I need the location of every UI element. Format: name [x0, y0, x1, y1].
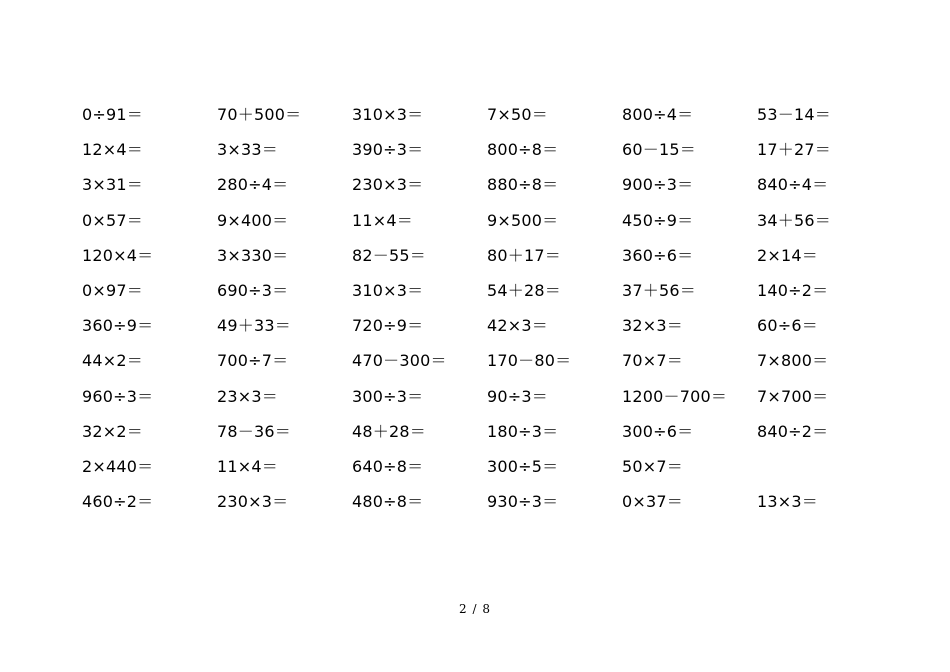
- problem-cell: 1200－700＝: [622, 386, 728, 406]
- problem-cell: 140÷2＝: [757, 280, 829, 300]
- problem-cell: 880÷8＝: [487, 175, 559, 195]
- problem-row: [82, 98, 902, 133]
- problem-cell: 310×3＝: [352, 280, 424, 300]
- problem-cell: 3×31＝: [82, 175, 143, 195]
- problem-cell: 0×37＝: [622, 492, 683, 512]
- problem-cell: 640÷8＝: [352, 456, 424, 476]
- problem-row: [82, 450, 902, 485]
- problem-cell: 300÷5＝: [487, 456, 559, 476]
- arithmetic-problem-grid: [82, 98, 902, 520]
- problem-cell: 37＋56＝: [622, 280, 696, 300]
- problem-cell: 48＋28＝: [352, 421, 426, 441]
- problem-cell: 930÷3＝: [487, 492, 559, 512]
- problem-cell: 310×3＝: [352, 105, 424, 124]
- problem-cell: 840÷4＝: [757, 175, 829, 195]
- problem-cell: 53－14＝: [757, 105, 831, 124]
- problem-cell: 23×3＝: [217, 386, 278, 406]
- problem-cell: 280÷4＝: [217, 175, 289, 195]
- problem-cell: 120×4＝: [82, 245, 154, 265]
- problem-cell: 360÷9＝: [82, 316, 154, 336]
- problem-cell: 78－36＝: [217, 421, 291, 441]
- problem-row: [82, 239, 902, 274]
- page-number: 2 / 8: [459, 602, 491, 616]
- problem-cell: 32×3＝: [622, 316, 683, 336]
- problem-cell: 2×440＝: [82, 456, 154, 476]
- problem-cell: 300÷6＝: [622, 421, 694, 441]
- problem-cell: 17＋27＝: [757, 140, 831, 160]
- problem-row: [82, 274, 902, 309]
- problem-row: [82, 168, 902, 203]
- problem-cell: 49＋33＝: [217, 316, 291, 336]
- problem-cell: 3×33＝: [217, 140, 278, 160]
- problem-cell: 13×3＝: [757, 492, 818, 512]
- problem-cell: 900÷3＝: [622, 175, 694, 195]
- problem-cell: 230×3＝: [217, 492, 289, 512]
- problem-cell: 7×800＝: [757, 351, 829, 371]
- problem-cell: 44×2＝: [82, 351, 143, 371]
- problem-cell: 450÷9＝: [622, 210, 694, 230]
- problem-cell: 11×4＝: [352, 210, 413, 230]
- problem-row: [82, 485, 902, 520]
- problem-cell: 32×2＝: [82, 421, 143, 441]
- problem-cell: 9×500＝: [487, 210, 559, 230]
- problem-cell: 90÷3＝: [487, 386, 548, 406]
- problem-cell: 230×3＝: [352, 175, 424, 195]
- problem-cell: 0×97＝: [82, 280, 143, 300]
- problem-cell: 54＋28＝: [487, 280, 561, 300]
- problem-cell: 800÷8＝: [487, 140, 559, 160]
- problem-cell: 12×4＝: [82, 140, 143, 160]
- problem-cell: 470－300＝: [352, 351, 447, 371]
- problem-cell: 360÷6＝: [622, 245, 694, 265]
- problem-row: [82, 133, 902, 168]
- problem-cell: 3×330＝: [217, 245, 289, 265]
- problem-cell: 60－15＝: [622, 140, 696, 160]
- problem-cell: 80＋17＝: [487, 245, 561, 265]
- problem-cell: 690÷3＝: [217, 280, 289, 300]
- problem-cell: 170－80＝: [487, 351, 572, 371]
- problem-row: [82, 309, 902, 344]
- problem-cell: 0÷91＝: [82, 105, 143, 124]
- problem-cell: 2×14＝: [757, 245, 818, 265]
- problem-cell: 800÷4＝: [622, 105, 694, 124]
- problem-row: [82, 415, 902, 450]
- problem-cell: 7×50＝: [487, 105, 548, 124]
- problem-cell: 700÷7＝: [217, 351, 289, 371]
- problem-cell: 34＋56＝: [757, 210, 831, 230]
- problem-cell: 50×7＝: [622, 456, 683, 476]
- problem-cell: 9×400＝: [217, 210, 289, 230]
- problem-cell: 460÷2＝: [82, 492, 154, 512]
- problem-cell: 180÷3＝: [487, 421, 559, 441]
- problem-cell: 390÷3＝: [352, 140, 424, 160]
- problem-cell: 70×7＝: [622, 351, 683, 371]
- problem-cell: 11×4＝: [217, 456, 278, 476]
- problem-row: [82, 380, 902, 415]
- problem-cell: 960÷3＝: [82, 386, 154, 406]
- problem-cell: 42×3＝: [487, 316, 548, 336]
- problem-row: [82, 204, 902, 239]
- problem-cell: 0×57＝: [82, 210, 143, 230]
- problem-cell: 60÷6＝: [757, 316, 818, 336]
- problem-cell: 720÷9＝: [352, 316, 424, 336]
- problem-cell: 82－55＝: [352, 245, 426, 265]
- problem-cell: 300÷3＝: [352, 386, 424, 406]
- problem-cell: 840÷2＝: [757, 421, 829, 441]
- problem-row: [82, 344, 902, 379]
- problem-cell: 7×700＝: [757, 386, 829, 406]
- problem-cell: 480÷8＝: [352, 492, 424, 512]
- problem-cell: 70＋500＝: [217, 105, 302, 124]
